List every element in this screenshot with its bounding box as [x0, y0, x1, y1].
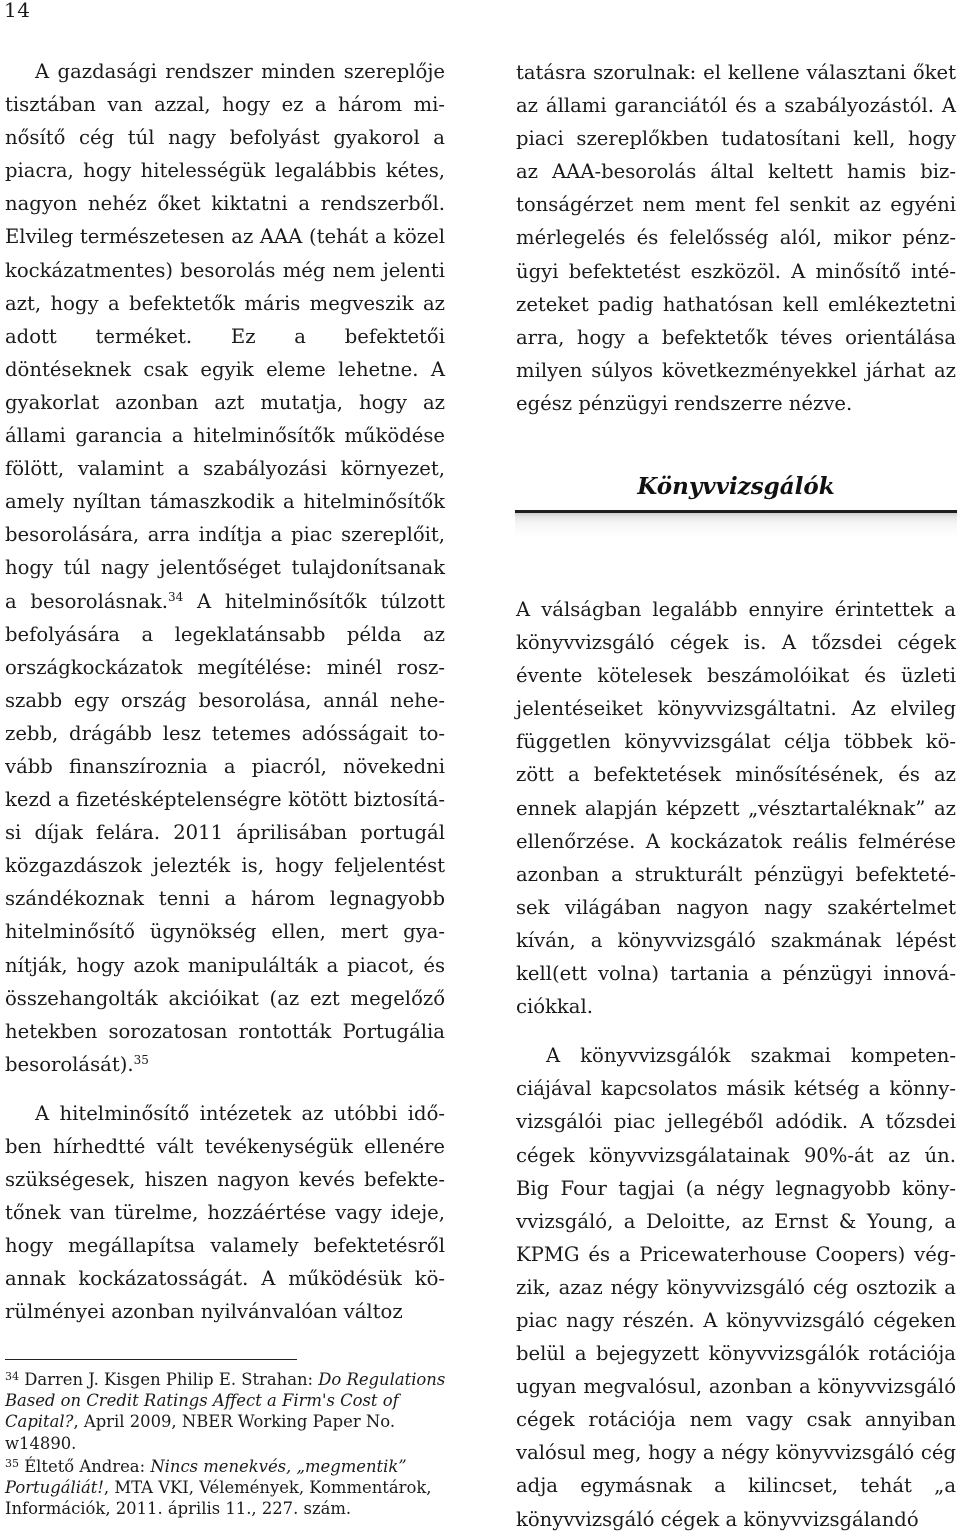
section-heading: Könyvvizsgálók — [637, 473, 835, 500]
footnote-35-authors: Éltető Andrea: — [24, 1456, 151, 1476]
footnote-34-authors: Darren J. Kisgen Philip E. Strahan: — [24, 1370, 319, 1389]
footnote-34-rest: , April 2009, NBER Working Paper No. w14890. — [5, 1412, 396, 1453]
footnote-34 — [5, 1369, 447, 1454]
footnote-ref-35[interactable]: 35 — [133, 1052, 149, 1067]
left-column — [5, 55, 445, 1329]
left-paragraph-1-text-b: A hitelminősítők túlzott befolyására a legeklatánsabb példa az országkockázatok megítélése: minél roszszabb egy ország besorolása, annál nehezebb, drágább lesz tetemes adósságait tovább finanszíroznia a piacról, növekedni kezd a fizetésképtelenségre kötött biztosítási díjak felára. 2011 áprilisában portugál közgazdászok jelezték is, hogy feljelentést szándékoznak tenni a három legnagyobb hitelminősítő ügynökség ellen, mert gyanítják, hogy azok manipulálták a piacot, és összehangolták akcióikat (az ezt megelőző hetekben sorozatosan rontották Portugália besorolását). — [5, 589, 445, 1076]
right-column — [516, 56, 956, 420]
footnote-ref-34[interactable]: 34 — [167, 589, 184, 604]
footnote-35-title: Nincs menekvés, „megmentik” Portugáliát! — [5, 1456, 407, 1498]
footnote-34-number: 34 — [5, 1370, 19, 1383]
left-paragraph-2: A hitelminősítő intézetek az utóbbi időben hírhedtté vált tevékenységük ellenére szükségesek, hiszen nagyon kevés befektetőnek van türelme, hozzáértése vagy ideje, hogy megállapítsa valamely befektetésről annak kockázatosságát. A működésük körülményei azonban nyilvánvalóan változ — [5, 1101, 445, 1324]
right-paragraph-2: A válságban legalább ennyire érintettek a könyvvizsgáló cégek is. A tőzsdei cégek évente kötelesek beszámolóikat és üzleti jelentéseiket könyvvizsgáltatni. Az elvileg független könyvvizsgálat célja többek között a befektetések minősítésének, és az ennek alapján képzett „vésztartaléknak” az ellenőrzése. A kockázatok reális felmérése azonban a strukturált pénzügyi befektetések világában nagyon nagy szakértelmet kíván, a könyvvizsgáló szakmának lépést kell(ett volna) tartania a pénzügyi innovációkkal. — [516, 598, 956, 1019]
left-paragraph-1-text-a: A gazdasági rendszer minden szereplője tisztában van azzal, hogy ez a három minősítő cég túl nagy befolyást gyakorol a piacra, hogy hitelességük legalábbis kétes, nagyon nehéz őket kiktatni a rendszerből. Elvileg természetesen az AAA (tehát a közel kockázatmentes) besorolás még nem jelenti azt, hogy a befektetők máris megveszik az adott terméket. Ez a befektetői döntéseknek csak egyik eleme lehetne. A gyakorlat azonban azt mutatja, hogy az állami garancia a hitelminősítők működése fölött, valamint a szabályozási környezet, amely nyíltan támaszkodik a hitelminősítők besorolására, arra indítja a piac szereplőit, hogy túl nagy jelentőséget tulajdonítsanak a besorolásnak. — [5, 60, 445, 613]
footnote-35 — [5, 1456, 447, 1520]
footnotes — [5, 1369, 447, 1521]
right-paragraph-3: A könyvvizsgálók szakmai kompetenciájával kapcsolatos másik kétség a könnyvizsgálói piac jellegéből adódik. A tőzsdei cégek könyvvizsgálatainak 90%-át az ún. Big Four tagjai (a négy legnagyobb könyvvizsgáló, a Deloitte, az Ernst & Young, a KPMG és a Pricewaterhouse Coopers) végzik, azaz négy könyvvizsgáló cég osztozik a piac nagy részén. A könyvvizsgáló cégeken belül a bejegyzett könyvvizsgálók rotációja ugyan megvalósul, azonban a könyvvizsgáló cégek rotációja nem vagy csak annyiban valósul meg, hogy a négy könyvvizsgáló cég adja egymásnak a kilincset, tehát „a könyvvizsgáló cégek a könyvvizsgálandó — [516, 1044, 956, 1531]
page-number: 14 — [4, 0, 31, 22]
footnote-35-number: 35 — [5, 1456, 19, 1470]
footnote-separator — [5, 1359, 297, 1360]
right-column-section — [516, 593, 956, 1536]
left-paragraph-1 — [5, 55, 445, 1081]
footnote-35-rest: , MTA VKI, Vélemények, Kommentárok, Információk, 2011. április 11., 227. szám. — [5, 1478, 432, 1519]
section-heading-bar — [515, 510, 957, 537]
footnote-34-title: Do Regulations Based on Credit Ratings Affect a Firm's Cost of Capital? — [5, 1370, 446, 1432]
right-paragraph-1: tatásra szorulnak: el kellene választani őket az állami garanciától és a szabályozástól. A piaci szereplőkben tudatosítani kell, hogy az AAA-besorolás által keltett hamis biztonságérzet nem ment fel senkit az egyéni mérlegelés és felelősség alól, mikor pénzügyi befektetést eszközöl. A minősítő intézeteket padig hathatósan kell emlékeztetni arra, hogy a befektetők téves orientálása milyen súlyos következményekkel járhat az egész pénzügyi rendszerre nézve. — [516, 61, 956, 415]
